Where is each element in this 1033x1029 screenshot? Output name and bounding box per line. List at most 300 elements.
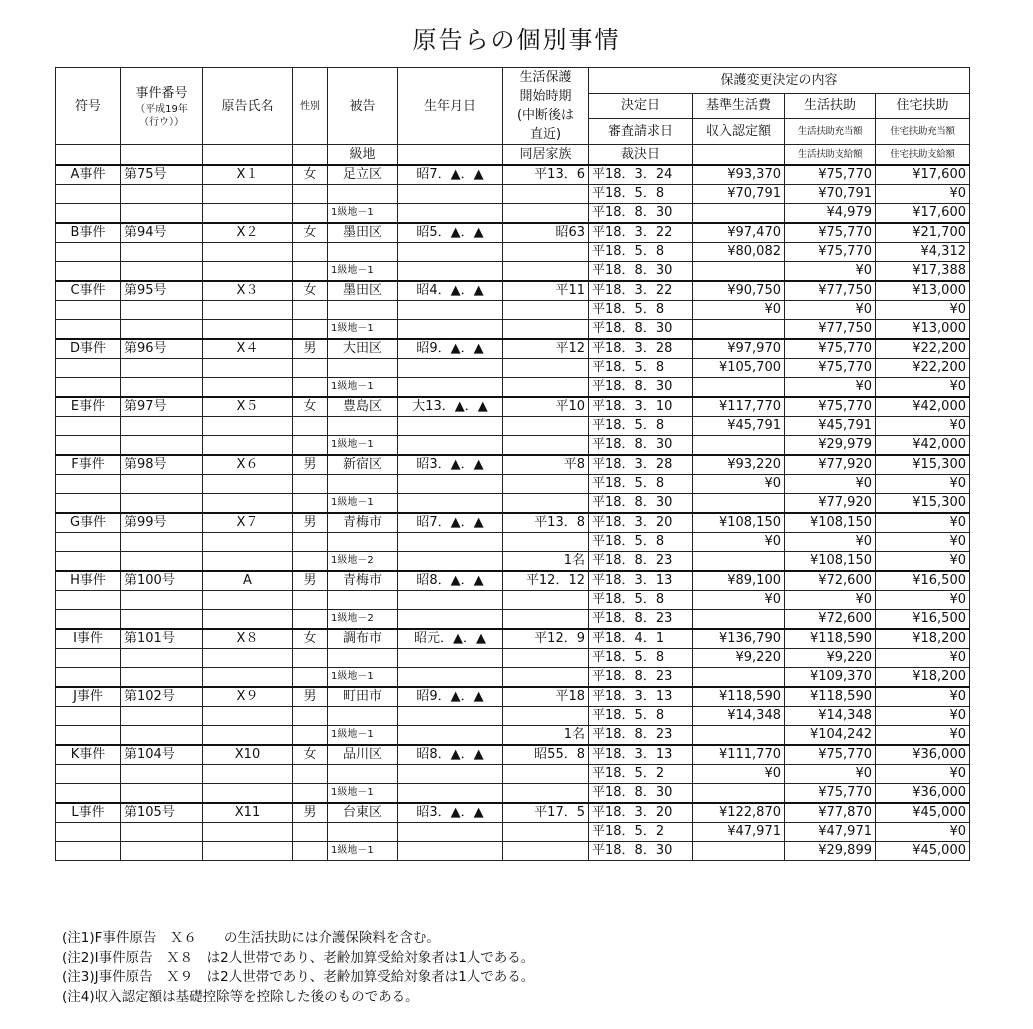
decision-date: 平18．5．2 — [589, 765, 693, 784]
empty-cell — [121, 842, 203, 861]
empty-cell — [203, 552, 293, 572]
housing-assistance: ¥0 — [876, 591, 970, 610]
defendant: 品川区 — [328, 745, 398, 765]
decision-date: 平18．8．23 — [589, 668, 693, 688]
base-living-cost: ¥0 — [693, 301, 785, 320]
housing-assistance: ¥22,200 — [876, 339, 970, 359]
plaintiff-sex: 男 — [293, 687, 328, 707]
empty-cell — [398, 436, 503, 456]
decision-date: 平18．5．8 — [589, 591, 693, 610]
decision-date: 平18．5．2 — [589, 823, 693, 842]
empty-cell — [398, 243, 503, 262]
decision-date: 平18．3．22 — [589, 281, 693, 301]
plaintiff-name: X８ — [203, 629, 293, 649]
empty-cell — [56, 726, 121, 746]
living-assistance: ¥0 — [785, 533, 876, 552]
defendant: 青梅市 — [328, 513, 398, 533]
empty-cell — [203, 533, 293, 552]
plaintiff-sex: 男 — [293, 803, 328, 823]
plaintiff-name: X７ — [203, 513, 293, 533]
empty-cell — [503, 359, 589, 378]
empty-cell — [293, 475, 328, 494]
base-living-cost — [693, 726, 785, 746]
grade-area: 1級地－1 — [328, 842, 398, 861]
empty-cell — [293, 494, 328, 514]
empty-cell — [328, 475, 398, 494]
base-living-cost: ¥117,770 — [693, 397, 785, 417]
plaintiff-sex: 女 — [293, 629, 328, 649]
empty-cell — [398, 417, 503, 436]
birth-date: 昭8．▲．▲ — [398, 571, 503, 591]
empty-cell — [328, 301, 398, 320]
assistance-start: 平12 — [503, 339, 589, 359]
header-blank — [203, 145, 293, 166]
decision-date: 平18．5．8 — [589, 243, 693, 262]
housing-assistance: ¥15,300 — [876, 455, 970, 475]
housing-assistance: ¥42,000 — [876, 436, 970, 456]
table-row — [56, 784, 970, 804]
living-assistance: ¥70,791 — [785, 185, 876, 204]
housing-assistance: ¥0 — [876, 185, 970, 204]
empty-cell — [203, 359, 293, 378]
case-number: 第105号 — [121, 803, 203, 823]
assistance-start: 平13．6 — [503, 165, 589, 185]
empty-cell — [203, 823, 293, 842]
empty-cell — [293, 533, 328, 552]
housing-assistance: ¥18,200 — [876, 668, 970, 688]
housing-assistance: ¥45,000 — [876, 803, 970, 823]
header-blank — [693, 145, 785, 166]
empty-cell — [203, 765, 293, 784]
housing-assistance: ¥0 — [876, 417, 970, 436]
decision-date: 平18．4．1 — [589, 629, 693, 649]
base-living-cost — [693, 320, 785, 340]
housing-assistance: ¥13,000 — [876, 281, 970, 301]
empty-cell — [56, 668, 121, 688]
empty-cell — [121, 475, 203, 494]
base-living-cost — [693, 610, 785, 630]
header-seibetsu: 性別 — [293, 68, 328, 145]
header-blank — [293, 145, 328, 166]
base-living-cost: ¥108,150 — [693, 513, 785, 533]
defendant: 青梅市 — [328, 571, 398, 591]
housing-assistance: ¥15,300 — [876, 494, 970, 514]
housing-assistance: ¥17,600 — [876, 204, 970, 224]
housing-assistance: ¥21,700 — [876, 223, 970, 243]
living-assistance: ¥104,242 — [785, 726, 876, 746]
case-label: D事件 — [56, 339, 121, 359]
table-row — [56, 803, 970, 823]
birth-date: 昭7．▲．▲ — [398, 513, 503, 533]
empty-cell — [293, 610, 328, 630]
housing-assistance: ¥17,600 — [876, 165, 970, 185]
header-kaishi-2: 開始時期 — [519, 89, 572, 104]
grade-area: 1級地－1 — [328, 494, 398, 514]
empty-cell — [203, 417, 293, 436]
case-label: K事件 — [56, 745, 121, 765]
empty-cell — [203, 378, 293, 398]
empty-cell — [398, 726, 503, 746]
empty-cell — [328, 649, 398, 668]
decision-date: 平18．3．28 — [589, 339, 693, 359]
decision-date: 平18．8．30 — [589, 320, 693, 340]
living-assistance: ¥75,770 — [785, 339, 876, 359]
empty-cell — [203, 185, 293, 204]
header-genkoku: 原告氏名 — [203, 68, 293, 145]
empty-cell — [503, 185, 589, 204]
living-assistance: ¥0 — [785, 765, 876, 784]
table-row — [56, 610, 970, 630]
grade-area: 1級地－2 — [328, 610, 398, 630]
table-row — [56, 359, 970, 378]
birth-date: 昭7．▲．▲ — [398, 165, 503, 185]
grade-area: 1級地－1 — [328, 668, 398, 688]
empty-cell — [203, 649, 293, 668]
decision-date: 平18．3．13 — [589, 687, 693, 707]
assistance-start: 昭63 — [503, 223, 589, 243]
empty-cell — [293, 765, 328, 784]
living-assistance: ¥75,770 — [785, 223, 876, 243]
empty-cell — [121, 262, 203, 282]
housing-assistance: ¥16,500 — [876, 571, 970, 591]
base-living-cost: ¥93,370 — [693, 165, 785, 185]
defendant: 足立区 — [328, 165, 398, 185]
birth-date: 昭3．▲．▲ — [398, 803, 503, 823]
case-label: C事件 — [56, 281, 121, 301]
decision-date: 平18．5．8 — [589, 649, 693, 668]
base-living-cost: ¥111,770 — [693, 745, 785, 765]
housing-assistance: ¥0 — [876, 823, 970, 842]
case-number: 第101号 — [121, 629, 203, 649]
empty-cell — [328, 823, 398, 842]
housing-assistance: ¥16,500 — [876, 610, 970, 630]
living-assistance: ¥77,750 — [785, 320, 876, 340]
empty-cell — [203, 494, 293, 514]
table-row — [56, 765, 970, 784]
base-living-cost — [693, 842, 785, 861]
header-blank — [398, 145, 503, 166]
base-living-cost — [693, 552, 785, 572]
empty-cell — [503, 591, 589, 610]
case-number: 第102号 — [121, 687, 203, 707]
base-living-cost: ¥105,700 — [693, 359, 785, 378]
living-assistance: ¥0 — [785, 591, 876, 610]
housing-assistance: ¥13,000 — [876, 320, 970, 340]
family-members — [503, 204, 589, 224]
decision-date: 平18．8．23 — [589, 610, 693, 630]
table-row — [56, 707, 970, 726]
base-living-cost: ¥89,100 — [693, 571, 785, 591]
grade-area: 1級地－1 — [328, 378, 398, 398]
empty-cell — [398, 784, 503, 804]
decision-date: 平18．3．20 — [589, 803, 693, 823]
defendant: 町田市 — [328, 687, 398, 707]
table-row — [56, 649, 970, 668]
empty-cell — [56, 552, 121, 572]
empty-cell — [121, 494, 203, 514]
empty-cell — [293, 707, 328, 726]
empty-cell — [293, 359, 328, 378]
empty-cell — [203, 320, 293, 340]
table-row — [56, 204, 970, 224]
family-members — [503, 610, 589, 630]
plaintiff-name: X９ — [203, 687, 293, 707]
header-shinsa: 審査請求日 — [589, 119, 693, 145]
defendant: 新宿区 — [328, 455, 398, 475]
table-row — [56, 262, 970, 282]
case-label: J事件 — [56, 687, 121, 707]
living-assistance: ¥77,920 — [785, 494, 876, 514]
base-living-cost: ¥97,470 — [693, 223, 785, 243]
empty-cell — [398, 262, 503, 282]
living-assistance: ¥75,770 — [785, 745, 876, 765]
housing-assistance: ¥17,388 — [876, 262, 970, 282]
decision-date: 平18．5．8 — [589, 359, 693, 378]
empty-cell — [121, 707, 203, 726]
plaintiff-name: X３ — [203, 281, 293, 301]
base-living-cost: ¥47,971 — [693, 823, 785, 842]
empty-cell — [398, 649, 503, 668]
header-jutaku-fujo: 住宅扶助 — [876, 93, 970, 119]
case-number: 第95号 — [121, 281, 203, 301]
housing-assistance: ¥0 — [876, 765, 970, 784]
empty-cell — [56, 320, 121, 340]
table-row — [56, 629, 970, 649]
empty-cell — [398, 359, 503, 378]
family-members — [503, 378, 589, 398]
empty-cell — [293, 436, 328, 456]
table-row — [56, 397, 970, 417]
table-row — [56, 339, 970, 359]
empty-cell — [203, 243, 293, 262]
empty-cell — [56, 262, 121, 282]
base-living-cost — [693, 784, 785, 804]
living-assistance: ¥4,979 — [785, 204, 876, 224]
plaintiff-sex: 女 — [293, 397, 328, 417]
empty-cell — [56, 475, 121, 494]
housing-assistance: ¥0 — [876, 552, 970, 572]
living-assistance: ¥75,770 — [785, 784, 876, 804]
family-members — [503, 668, 589, 688]
header-naiyo: 保護変更決定の内容 — [589, 68, 970, 94]
family-members — [503, 262, 589, 282]
family-members — [503, 436, 589, 456]
header-dokyo: 同居家族 — [503, 145, 589, 166]
empty-cell — [328, 185, 398, 204]
header-jiken-bango-sub1: （平成19年 — [135, 103, 188, 115]
empty-cell — [328, 533, 398, 552]
empty-cell — [398, 823, 503, 842]
plaintiff-name: X２ — [203, 223, 293, 243]
birth-date: 昭3．▲．▲ — [398, 455, 503, 475]
empty-cell — [503, 765, 589, 784]
plaintiff-name: X５ — [203, 397, 293, 417]
header-jiken-bango-sub2: （行ウ）） — [139, 116, 184, 128]
empty-cell — [293, 185, 328, 204]
empty-cell — [203, 262, 293, 282]
table-row — [56, 301, 970, 320]
plaintiff-name: X11 — [203, 803, 293, 823]
decision-date: 平18．3．13 — [589, 571, 693, 591]
header-seikatsu-fujo: 生活扶助 — [785, 93, 876, 119]
living-assistance: ¥77,870 — [785, 803, 876, 823]
assistance-start: 平11 — [503, 281, 589, 301]
base-living-cost: ¥0 — [693, 591, 785, 610]
defendant: 台東区 — [328, 803, 398, 823]
decision-date: 平18．8．30 — [589, 784, 693, 804]
empty-cell — [293, 823, 328, 842]
empty-cell — [121, 243, 203, 262]
table-row — [56, 687, 970, 707]
living-assistance: ¥72,600 — [785, 610, 876, 630]
defendant: 墨田区 — [328, 281, 398, 301]
header-jiken-bango — [121, 68, 203, 145]
living-assistance: ¥118,590 — [785, 687, 876, 707]
decision-date: 平18．8．30 — [589, 378, 693, 398]
header-fugo: 符号 — [56, 68, 121, 145]
plaintiff-sex: 女 — [293, 281, 328, 301]
housing-assistance: ¥0 — [876, 301, 970, 320]
empty-cell — [503, 417, 589, 436]
decision-date: 平18．8．23 — [589, 726, 693, 746]
assistance-start: 昭55．8 — [503, 745, 589, 765]
housing-assistance: ¥0 — [876, 649, 970, 668]
empty-cell — [293, 591, 328, 610]
defendant: 調布市 — [328, 629, 398, 649]
case-number: 第96号 — [121, 339, 203, 359]
header-hikoku: 被告 — [328, 68, 398, 145]
assistance-start: 平12．9 — [503, 629, 589, 649]
case-table — [55, 67, 970, 861]
assistance-start: 平10 — [503, 397, 589, 417]
table-row — [56, 726, 970, 746]
decision-date: 平18．8．30 — [589, 842, 693, 861]
base-living-cost — [693, 668, 785, 688]
birth-date: 昭9．▲．▲ — [398, 339, 503, 359]
case-number: 第104号 — [121, 745, 203, 765]
empty-cell — [398, 475, 503, 494]
empty-cell — [56, 494, 121, 514]
base-living-cost: ¥0 — [693, 475, 785, 494]
empty-cell — [503, 243, 589, 262]
plaintiff-name: X１ — [203, 165, 293, 185]
footnote: (注2)I事件原告 Ｘ８ は2人世帯であり、老齢加算受給対象者は1人である。 — [62, 949, 535, 966]
empty-cell — [328, 591, 398, 610]
table-row — [56, 378, 970, 398]
table-row — [56, 475, 970, 494]
header-saiketsu: 裁決日 — [589, 145, 693, 166]
decision-date: 平18．5．8 — [589, 533, 693, 552]
living-assistance: ¥118,590 — [785, 629, 876, 649]
empty-cell — [121, 436, 203, 456]
empty-cell — [293, 301, 328, 320]
empty-cell — [398, 494, 503, 514]
living-assistance: ¥108,150 — [785, 513, 876, 533]
empty-cell — [503, 533, 589, 552]
case-label: E事件 — [56, 397, 121, 417]
table-row — [56, 417, 970, 436]
family-members — [503, 320, 589, 340]
plaintiff-sex: 男 — [293, 455, 328, 475]
empty-cell — [293, 262, 328, 282]
empty-cell — [328, 359, 398, 378]
housing-assistance: ¥0 — [876, 687, 970, 707]
base-living-cost: ¥45,791 — [693, 417, 785, 436]
table-row — [56, 281, 970, 301]
plaintiff-sex: 女 — [293, 165, 328, 185]
base-living-cost: ¥0 — [693, 765, 785, 784]
header-jutaku-jutou: 住宅扶助充当額 — [876, 119, 970, 145]
table-row — [56, 513, 970, 533]
header-seikatsu-jutou: 生活扶助充当額 — [785, 119, 876, 145]
case-label: A事件 — [56, 165, 121, 185]
table-row — [56, 436, 970, 456]
table-row — [56, 165, 970, 185]
header-seinengappi: 生年月日 — [398, 68, 503, 145]
empty-cell — [203, 591, 293, 610]
empty-cell — [121, 649, 203, 668]
base-living-cost: ¥80,082 — [693, 243, 785, 262]
table-row — [56, 552, 970, 572]
base-living-cost — [693, 494, 785, 514]
page-title: 原告らの個別事情 — [412, 26, 621, 54]
empty-cell — [121, 320, 203, 340]
header-kaishi — [503, 68, 589, 145]
empty-cell — [121, 204, 203, 224]
table-row — [56, 223, 970, 243]
housing-assistance: ¥4,312 — [876, 243, 970, 262]
header-jiken-bango-main: 事件番号 — [135, 85, 188, 101]
empty-cell — [293, 726, 328, 746]
empty-cell — [503, 707, 589, 726]
decision-date: 平18．3．28 — [589, 455, 693, 475]
empty-cell — [398, 204, 503, 224]
decision-date: 平18．5．8 — [589, 185, 693, 204]
empty-cell — [56, 436, 121, 456]
base-living-cost: ¥9,220 — [693, 649, 785, 668]
table-row — [56, 842, 970, 861]
table-row — [56, 823, 970, 842]
decision-date: 平18．3．20 — [589, 513, 693, 533]
empty-cell — [56, 765, 121, 784]
decision-date: 平18．8．30 — [589, 494, 693, 514]
table-row — [56, 668, 970, 688]
base-living-cost: ¥136,790 — [693, 629, 785, 649]
empty-cell — [328, 417, 398, 436]
grade-area: 1級地－1 — [328, 320, 398, 340]
empty-cell — [293, 668, 328, 688]
empty-cell — [328, 707, 398, 726]
table-row — [56, 185, 970, 204]
grade-area: 1級地－1 — [328, 784, 398, 804]
housing-assistance: ¥36,000 — [876, 745, 970, 765]
case-label: H事件 — [56, 571, 121, 591]
footnote: (注4)収入認定額は基礎控除等を控除した後のものである。 — [62, 988, 419, 1005]
living-assistance: ¥77,920 — [785, 455, 876, 475]
family-members: 1名 — [503, 552, 589, 572]
empty-cell — [56, 823, 121, 842]
empty-cell — [121, 668, 203, 688]
header-kaishi-1: 生活保護 — [519, 70, 572, 85]
case-number: 第98号 — [121, 455, 203, 475]
case-label: I事件 — [56, 629, 121, 649]
empty-cell — [293, 784, 328, 804]
empty-cell — [398, 378, 503, 398]
living-assistance: ¥0 — [785, 301, 876, 320]
empty-cell — [121, 185, 203, 204]
plaintiff-name: X４ — [203, 339, 293, 359]
grade-area: 1級地－1 — [328, 436, 398, 456]
